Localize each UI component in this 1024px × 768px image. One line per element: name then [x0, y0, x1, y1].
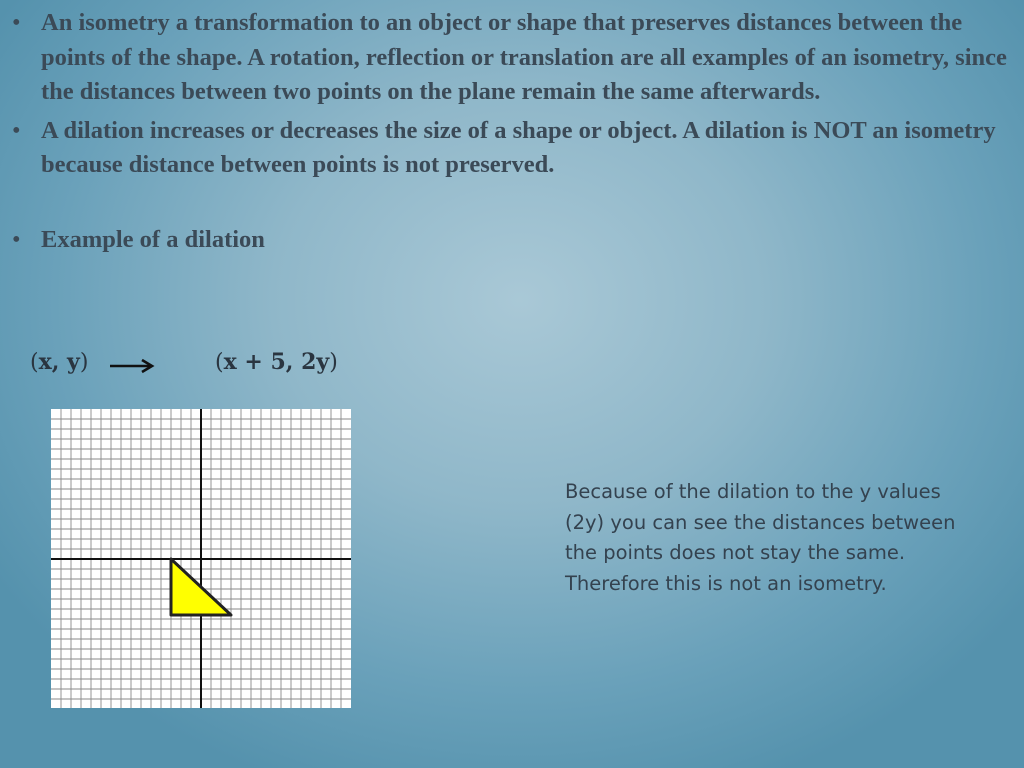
open-paren: ( — [215, 350, 224, 375]
explanation-note: Because of the dilation to the y values (2y) you can see the distances between the points does not stay the same. Therefore this is not an isometry. — [565, 480, 956, 595]
coordinate-grid — [51, 409, 351, 708]
bullet-dilation-definition — [10, 114, 1010, 183]
bullet-isometry-definition — [10, 6, 1010, 110]
close-paren: ) — [79, 350, 89, 375]
bullet-text: Example of a dilation — [41, 225, 265, 253]
bullet-text: A dilation increases or decreases the size of a shape or object. A dilation is NOT an isometry because distance between points is not preserved. — [41, 116, 996, 178]
formula-to-text: x + 5, 2y — [223, 349, 330, 375]
bullet-dilation-example — [10, 223, 1010, 258]
right-arrow-icon — [108, 358, 156, 374]
formula-from — [30, 349, 88, 375]
formula-to — [215, 349, 338, 375]
bullet-list — [10, 6, 1010, 257]
formula-from-text: x, y — [38, 349, 80, 375]
bullet-dot: • — [12, 225, 21, 253]
close-paren: ) — [329, 350, 338, 375]
grid-graph — [51, 409, 351, 708]
bullet-dot: • — [12, 116, 21, 144]
open-paren: ( — [30, 350, 39, 375]
bullet-dot: • — [12, 9, 21, 36]
bullet-text: An isometry a transformation to an object or shape that preserves distances between the points of the shape. A rotation, reflection or translation are all examples of an isometry, since the distances between two points on the plane remain the same afterwards. — [41, 9, 1007, 105]
